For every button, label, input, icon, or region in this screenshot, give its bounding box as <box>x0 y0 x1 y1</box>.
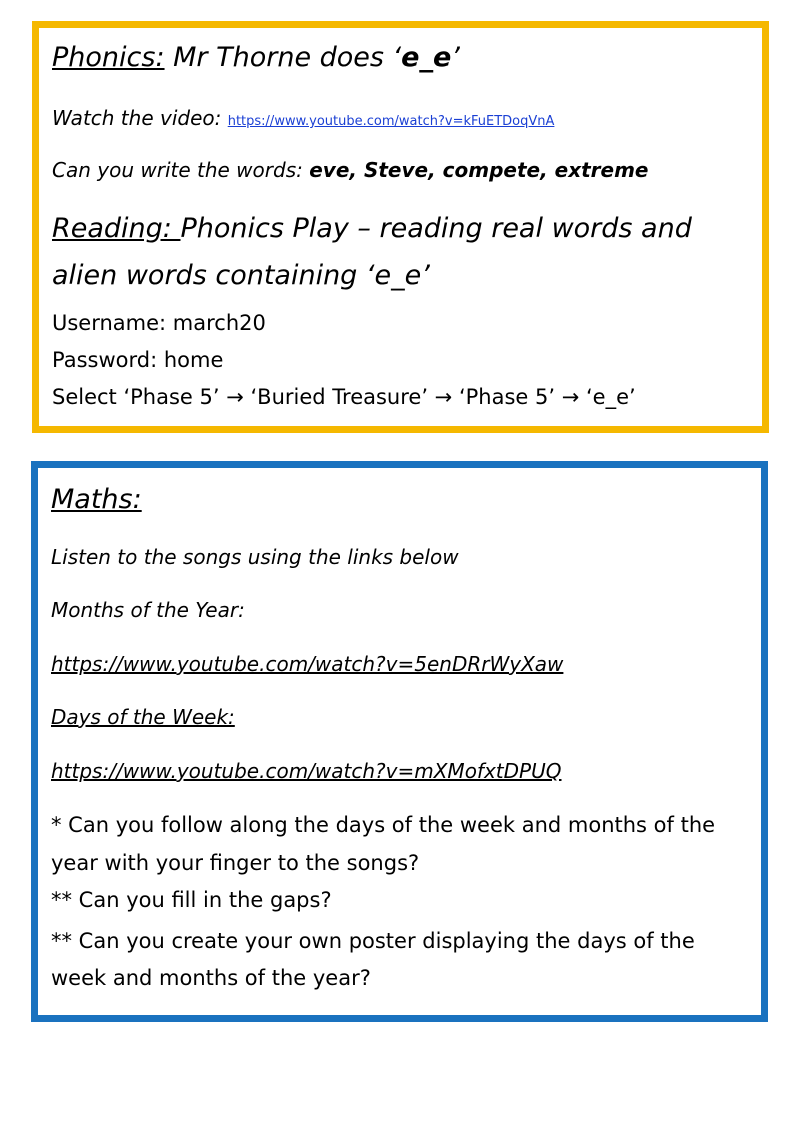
select-instructions: Select ‘Phase 5’ → ‘Buried Treasure’ → ‘Phase 5’ → ‘e_e’ <box>52 385 636 409</box>
maths-heading: Maths: <box>51 484 142 515</box>
watch-video-line <box>52 106 554 130</box>
task3-line2: week and months of the year? <box>51 966 371 990</box>
phonics-heading-rest: Mr Thorne does ‘ <box>164 42 402 73</box>
write-words-list: eve, Steve, compete, extreme <box>309 158 649 182</box>
write-words-line <box>52 158 649 182</box>
phonics-heading <box>52 42 460 73</box>
write-words-prefix: Can you write the words: <box>52 158 310 182</box>
watch-video-prefix: Watch the video: <box>52 106 228 130</box>
days-video-link[interactable]: https://www.youtube.com/watch?v=mXMofxtDPUQ <box>51 759 562 783</box>
task1-line1: * Can you follow along the days of the week and months of the <box>51 813 716 837</box>
months-video-link[interactable]: https://www.youtube.com/watch?v=5enDRrWyXaw <box>51 652 564 676</box>
months-label: Months of the Year: <box>51 598 245 622</box>
reading-heading-line2: alien words containing ‘e_e’ <box>52 260 430 291</box>
task2-line: ** Can you fill in the gaps? <box>51 888 332 912</box>
password-line: Password: home <box>52 348 224 372</box>
days-label: Days of the Week: <box>51 705 235 729</box>
reading-label: Reading: <box>52 213 181 244</box>
phonics-heading-label: Phonics: <box>52 42 165 73</box>
maths-panel <box>31 461 768 1022</box>
phonics-video-link[interactable]: https://www.youtube.com/watch?v=kFuETDoqVnA <box>227 114 555 129</box>
reading-text-1: Phonics Play – reading real words and <box>180 213 692 244</box>
phonics-heading-bold: e_e <box>401 42 452 73</box>
task3-line1: ** Can you create your own poster displaying the days of the <box>51 929 695 953</box>
listen-line: Listen to the songs using the links below <box>51 545 459 569</box>
reading-heading-line1 <box>52 213 692 244</box>
phonics-heading-end: ’ <box>451 42 460 73</box>
username-line: Username: march20 <box>52 311 266 335</box>
phonics-panel <box>32 21 769 433</box>
task1-line2: year with your finger to the songs? <box>51 851 420 875</box>
